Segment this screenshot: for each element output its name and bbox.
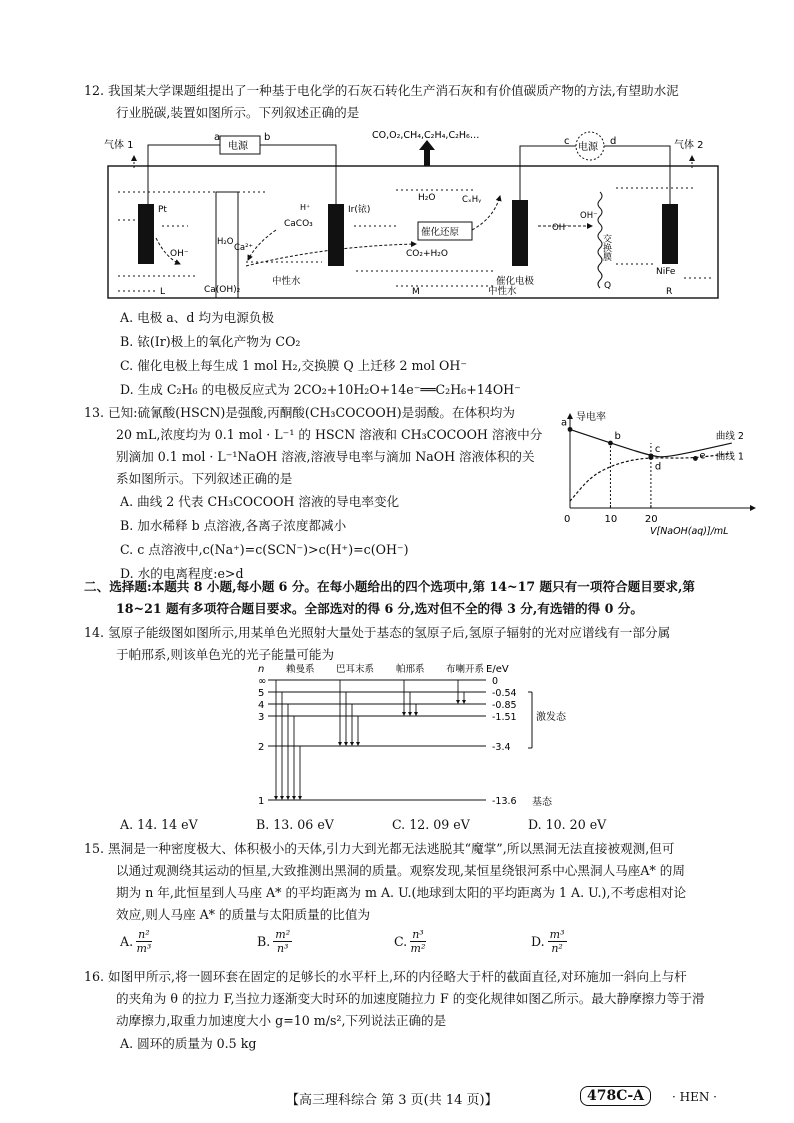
energy-level-e: -0.85 xyxy=(492,700,517,711)
q15-stem-line1: 15. 黑洞是一种密度极大、体积极小的天体,引力大到光都无法逃脱其“魔掌”,所以黑洞无法直接被观测,但可 xyxy=(84,841,675,856)
ca2-label: Ca²⁺ xyxy=(234,243,254,253)
transition-arrowhead xyxy=(286,796,290,800)
catalytic-electrode-label: 催化电极 xyxy=(496,276,535,287)
gas2-label: 气体 2 xyxy=(674,140,704,151)
transition-arrowhead xyxy=(274,796,278,800)
transition-arrowhead xyxy=(350,742,354,746)
neutral-water-left: 中性水 xyxy=(272,276,301,287)
section2-line2: 18~21 题有多项符合题目要求。全部选对的得 6 分,选对但不全的得 3 分,有选错的得 0 分。 xyxy=(116,601,643,616)
q13-option-d[interactable]: D. 水的电离程度:e>d xyxy=(120,566,244,581)
transition-arrowhead xyxy=(408,712,412,716)
series-brackett: 布喇开系 xyxy=(446,664,485,675)
q16-stem-line3: 动摩擦力,取重力加速度大小 g=10 m/s²,下列说法正确的是 xyxy=(116,1013,447,1028)
chart-point-label: b xyxy=(614,431,621,443)
q14-option-c[interactable]: C. 12. 09 eV xyxy=(392,817,470,832)
q13-option-a[interactable]: A. 曲线 2 代表 CH₃COCOOH 溶液的导电率变化 xyxy=(120,494,400,509)
chart-point xyxy=(608,441,613,446)
label-d: d xyxy=(610,136,617,147)
compartment-r: R xyxy=(666,287,673,297)
chart-x-tick-label: 20 xyxy=(644,514,658,525)
energy-level-n: 2 xyxy=(258,742,265,753)
energy-level-e: -0.54 xyxy=(492,688,517,699)
section2-line1: 二、选择题:本题共 8 小题,每小题 6 分。在每小题给出的四个选项中,第 14~17 题只有一项符合题目要求,第 xyxy=(84,579,695,594)
transition-arrowhead xyxy=(414,712,418,716)
exchange-membrane-label: 交换膜 xyxy=(601,234,611,261)
excited-state-label: 激发态 xyxy=(536,712,566,723)
energy-level-e: -3.4 xyxy=(492,742,511,753)
q15-option-c-letter: C. xyxy=(394,934,408,949)
q15-option-d[interactable] xyxy=(531,928,668,955)
q16-stem-line2: 的夹角为 θ 的拉力 F,当拉力逐渐变大时环的加速度随拉力 F 的变化规律如图乙所示。最大静摩擦力等于滑 xyxy=(116,991,705,1006)
label-b: b xyxy=(264,132,271,143)
transition-arrowhead xyxy=(298,796,302,800)
q14-option-d[interactable]: D. 10. 20 eV xyxy=(528,817,607,832)
ir-label: Ir(铱) xyxy=(348,205,371,215)
membrane-q-label: Q xyxy=(604,281,612,291)
h2o-mid-label: H₂O xyxy=(418,193,436,203)
chart-series-line xyxy=(570,453,732,501)
transition-arrowhead xyxy=(462,700,466,704)
question-15 xyxy=(84,838,764,926)
q13-stem-line2: 20 mL,浓度均为 0.1 mol · L⁻¹ 的 HSCN 溶液和 CH₃COCOOH 溶液中分 xyxy=(116,427,543,442)
q15-c-numerator: n³ xyxy=(412,928,424,941)
label-a: a xyxy=(214,132,221,143)
q15-stem-line2: 以通过观测绕其运动的恒星,大致推测出黑洞的质量。观察发现,某恒星绕银河系中心黑洞人马座A* 的周 xyxy=(116,863,685,878)
q14-stem-line2: 于帕邢系,则该单色光的光子能量可能为 xyxy=(116,647,335,662)
q12-option-d[interactable]: D. 生成 C₂H₆ 的电极反应式为 2CO₂+10H₂O+14e⁻══C₂H₆+14OH⁻ xyxy=(120,382,521,397)
q12-option-a[interactable]: A. 电极 a、d 均为电源负极 xyxy=(120,310,275,325)
energy-level-n: 5 xyxy=(258,688,265,699)
q14-option-b[interactable]: B. 13. 06 eV xyxy=(256,817,334,832)
n-axis-label: n xyxy=(258,664,265,675)
oh-left-label: OH⁻ xyxy=(170,249,189,259)
q13-stem-line4: 系如图所示。下列叙述正确的是 xyxy=(116,471,293,486)
q14-option-a[interactable]: A. 14. 14 eV xyxy=(120,817,198,832)
co2-h2o-label: CO₂+H₂O xyxy=(406,249,448,259)
energy-level-e: 0 xyxy=(492,676,499,687)
q15-stem-line3: 期为 n 年,此恒星到人马座 A* 的平均距离为 m A. U.(地球到太阳的平均距离为 1 A. U.),不考虑相对论 xyxy=(116,885,687,900)
chart-point xyxy=(568,427,573,432)
chart-origin-label: 0 xyxy=(564,514,571,525)
conductivity-chart xyxy=(560,408,760,538)
transition-arrowhead xyxy=(292,796,296,800)
oh-mid-label: OH⁻ xyxy=(580,211,598,221)
chart-legend-label: 曲线 1 xyxy=(715,451,744,463)
q16-option-a[interactable]: A. 圆环的质量为 0.5 kg xyxy=(120,1036,257,1051)
q15-option-b-letter: B. xyxy=(257,934,271,949)
series-paschen: 帕邢系 xyxy=(396,664,425,675)
q15-option-b[interactable] xyxy=(257,928,394,955)
nife-label: NiFe xyxy=(656,267,676,277)
q15-b-denominator: n³ xyxy=(276,942,289,955)
chart-point-label: e xyxy=(699,450,706,462)
pt-label: Pt xyxy=(158,205,167,215)
q15-option-a-letter: A. xyxy=(120,934,134,949)
energy-level-n: 3 xyxy=(258,712,265,723)
neutral-water-right: 中性水 xyxy=(488,286,517,297)
electrolysis-diagram xyxy=(96,126,736,304)
power-right-label: 电源 xyxy=(578,142,598,153)
transition-arrowhead xyxy=(402,712,406,716)
energy-level-n: ∞ xyxy=(258,676,267,687)
caco3-label: CaCO₃ xyxy=(284,219,313,229)
transition-arrowhead xyxy=(456,700,460,704)
q15-options xyxy=(120,928,720,962)
q15-b-numerator: m² xyxy=(275,928,291,941)
caoh2-label: Ca(OH)₂ xyxy=(204,285,241,295)
compartment-l: L xyxy=(160,287,166,297)
q14-options xyxy=(84,812,764,838)
hydrogen-energy-level-diagram xyxy=(250,660,570,810)
energy-level-e: -13.6 xyxy=(492,796,517,807)
q15-option-a[interactable] xyxy=(120,928,257,955)
gas1-label: 气体 1 xyxy=(104,140,134,151)
chart-point-label: d xyxy=(654,461,662,473)
chart-point-label: a xyxy=(561,417,568,429)
chart-point-label: c xyxy=(654,443,661,455)
power-left-label: 电源 xyxy=(228,141,248,152)
energy-level-n: 4 xyxy=(258,700,265,711)
transition-arrowhead xyxy=(356,742,360,746)
q15-a-denominator: m³ xyxy=(136,942,152,955)
q14-stem-line1: 14. 氢原子能级图如图所示,用某单色光照射大量处于基态的氢原子后,氢原子辐射的光对应谱线有一部分属 xyxy=(84,625,671,640)
q16-stem-line1: 16. 如图甲所示,将一圆环套在固定的足够长的水平杆上,环的内径略大于杆的截面直径,对环施加一斜向上与杆 xyxy=(84,969,687,984)
energy-level-n: 1 xyxy=(258,796,265,807)
q13-stem-line3: 别滴加 0.1 mol · L⁻¹NaOH 溶液,溶液导电率与滴加 NaOH 溶液体积的关 xyxy=(116,449,535,464)
transition-arrowhead xyxy=(344,742,348,746)
energy-level-e: -1.51 xyxy=(492,712,517,723)
q12-option-b[interactable]: B. 铱(Ir)极上的氧化产物为 CO₂ xyxy=(120,334,301,349)
transition-arrowhead xyxy=(280,796,284,800)
q15-c-denominator: m² xyxy=(410,942,426,955)
e-axis-label: E/eV xyxy=(486,664,509,675)
series-balmer: 巴耳末系 xyxy=(336,664,375,675)
section-2-heading xyxy=(84,576,774,620)
ground-state-label: 基态 xyxy=(532,797,552,808)
q12-options xyxy=(84,306,764,402)
compartment-m: M xyxy=(412,287,420,297)
chart-ylabel: 导电率 xyxy=(576,412,606,423)
q15-d-denominator: n² xyxy=(551,942,563,955)
q15-stem-line4: 效应,则人马座 A* 的质量与太阳质量的比值为 xyxy=(116,907,371,922)
question-16 xyxy=(84,966,764,1056)
q15-option-c[interactable] xyxy=(394,928,531,955)
chart-x-tick-label: 10 xyxy=(604,514,618,525)
page-footer xyxy=(0,1086,794,1110)
chart-point xyxy=(649,455,654,460)
footer-page-info: 【高三理科综合 第 3 页(共 14 页)】 xyxy=(286,1093,498,1108)
chart-xlabel: V[NaOH(aq)]/mL xyxy=(650,526,729,537)
question-13 xyxy=(84,402,564,586)
exam-code-badge: 478C-A xyxy=(580,1086,651,1106)
transition-arrowhead xyxy=(338,742,342,746)
q12-stem-line2: 行业脱碳,装置如图所示。下列叙述正确的是 xyxy=(116,105,360,120)
label-c: c xyxy=(564,136,570,147)
h-plus-label: H⁺ xyxy=(300,203,311,212)
series-lyman: 赖曼系 xyxy=(286,664,315,675)
oh-right-label: OH⁻ xyxy=(552,223,570,233)
q13-option-b[interactable]: B. 加水稀释 b 点溶液,各离子浓度都减小 xyxy=(120,518,347,533)
q12-option-c[interactable]: C. 催化电极上每生成 1 mol H₂,交换膜 Q 上迁移 2 mol OH⁻ xyxy=(120,358,467,373)
gas-products-label: CO,O₂,CH₄,C₂H₄,C₂H₆… xyxy=(372,130,480,141)
footer-tag: · HEN · xyxy=(672,1090,717,1104)
catalytic-reduction-label: 催化还原 xyxy=(421,227,460,238)
chart-point xyxy=(693,456,698,461)
cxhy-label: CₓHᵧ xyxy=(462,195,482,205)
q15-a-numerator: n² xyxy=(138,928,150,941)
q12-stem-line1: 12. 我国某大学课题组提出了一种基于电化学的石灰石转化生产消石灰和有价值碳质产物的方法,有望助水泥 xyxy=(84,83,679,98)
question-12 xyxy=(84,80,764,124)
q15-d-numerator: m³ xyxy=(549,928,565,941)
q13-stem-line1: 13. 已知:硫氰酸(HSCN)是强酸,丙酮酸(CH₃COCOOH)是弱酸。在体积均为 xyxy=(84,405,515,420)
q13-option-c[interactable]: C. c 点溶液中,c(Na⁺)=c(SCN⁻)>c(H⁺)=c(OH⁻) xyxy=(120,542,409,557)
tube-h2o: H₂O xyxy=(217,237,234,247)
q15-option-d-letter: D. xyxy=(531,934,545,949)
chart-legend-label: 曲线 2 xyxy=(715,431,744,443)
